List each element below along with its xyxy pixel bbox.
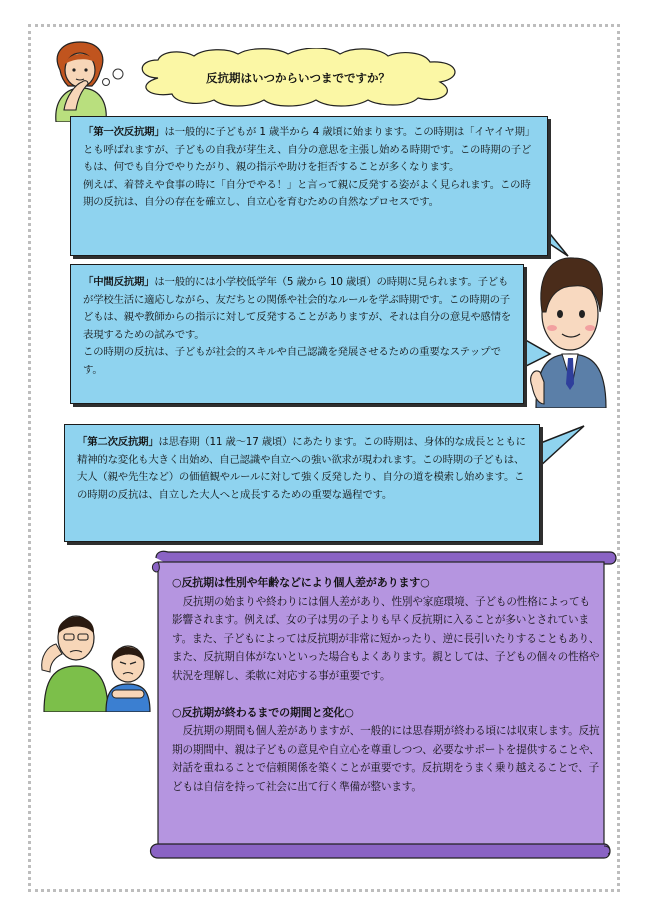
middle-rebellion-text: は一般的には小学校低学年（5 歳から 10 歳頃）の時期に見られます。子どもが学校生活に適応しながら、友だちとの関係や社会的なルールを学ぶ時期です。この時期の子どもは、親や教師からの指示に対して反発することがありますが、それは自分の意見や感情を表現するための試みです。	[83, 276, 512, 341]
father-and-son-icon	[40, 600, 152, 712]
page-question: 反抗期はいつからいつまでですか？	[206, 71, 390, 85]
period-and-change-heading: ○反抗期が終わるまでの期間と変化○	[172, 705, 354, 719]
middle-rebellion-box	[70, 264, 524, 404]
first-rebellion-box	[70, 116, 548, 256]
second-rebellion-box	[64, 424, 540, 542]
second-rebellion-text: は思春期（11 歳～17 歳頃）にあたります。この時期は、身体的な成長とともに精神的な変化も大きく出始め、自己認識や自立への強い欲求が現われます。この時期の子どもは、大人（親や先生など）の価値観やルールに対して強く反発したり、自分の道を模索し始めます。この時期の反抗は、自立した大人へと成長するための重要な過程です。	[77, 436, 526, 501]
period-and-change-text: 反抗期の期間も個人差がありますが、一般的には思春期が終わる頃には収束します。反抗期の期間中、親は子どもの意見や自立心を尊重しつつ、必要なサポートを提供することや、対話を重ねることで信頼関係を築くことが重要です。反抗期をうまく乗り越えることで、子どもは自信を持って社会に出て行く準備が整います。	[172, 725, 600, 793]
businessman-icon	[528, 236, 612, 408]
individual-differences-heading: ○反抗期は性別や年齢などにより個人差があります○	[172, 576, 430, 589]
middle-rebellion-term: 「中間反抗期」	[83, 276, 155, 288]
bubble-tail-3	[536, 424, 588, 470]
first-rebellion-text: は一般的に子どもが 1 歳半から 4 歳頃に始まります。この時期は「イヤイヤ期」とも呼ばれますが、子どもの自我が芽生え、自分の意思を主張し始める時期です。この時期の子どもは、何でも自分でやりたがり、親の指示や助けを拒否することが多くなります。	[83, 126, 535, 174]
first-rebellion-term: 「第一次反抗期」	[83, 126, 165, 138]
scroll-content	[172, 574, 600, 797]
middle-rebellion-note: この時期の反抗は、子どもが社会的スキルや自己認識を発展させるための重要なステップです。	[83, 346, 501, 376]
second-rebellion-term: 「第二次反抗期」	[77, 436, 159, 448]
first-rebellion-example: 例えば、着替えや食事の時に「自分でやる！」と言って親に反発する姿がよく見られます。この時期の反抗は、自分の存在を確立し、自立心を育むための自然なプロセスです。	[83, 178, 531, 209]
individual-differences-text: 反抗期の始まりや終わりには個人差があり、性別や家庭環境、子どもの性格によっても影響されます。例えば、女の子は男の子よりも早く反抗期に入ることが多いとされています。また、子どもによっては反抗期が非常に短かったり、逆に長引いたりすることもあり、また、反抗期自体がないといった場合もよくあります。親としては、子どもの個々の性格や状況を理解し、柔軟に対応する事が重要です。	[172, 595, 600, 682]
